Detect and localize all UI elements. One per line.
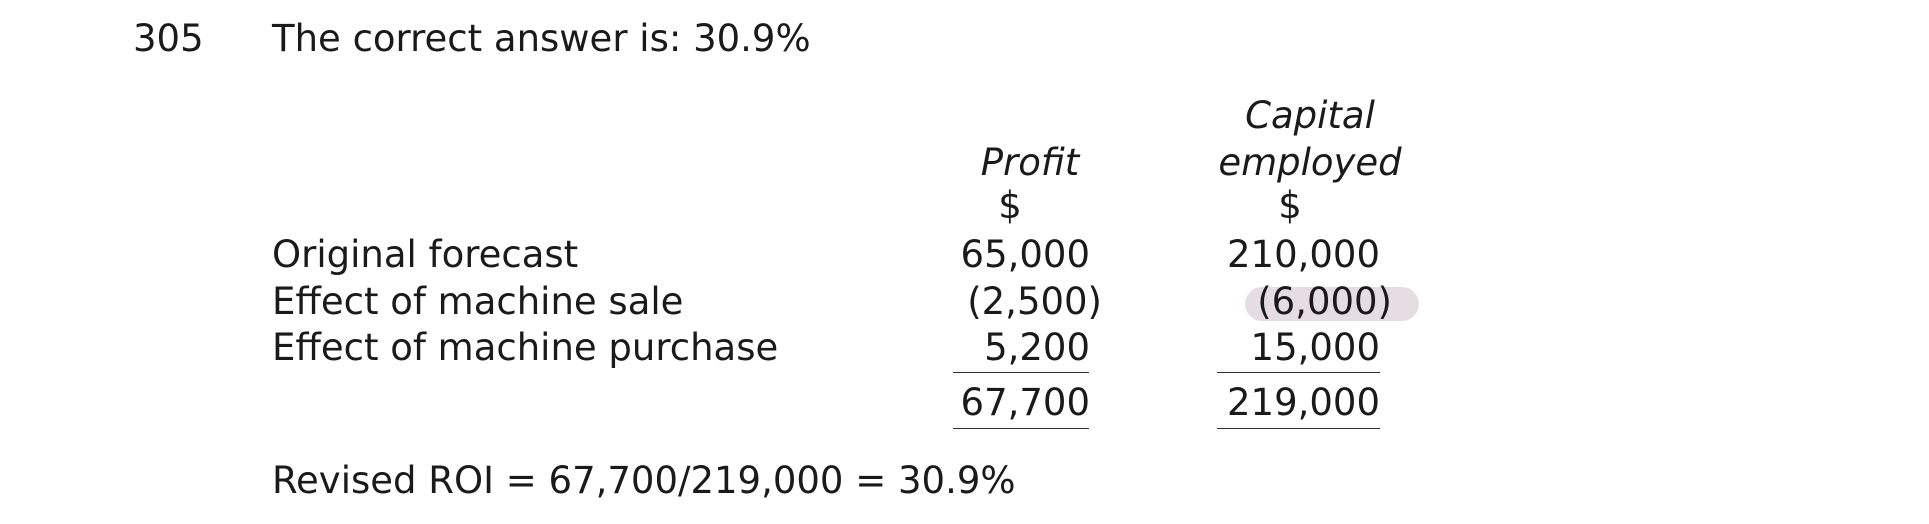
row-label-original-forecast: Original forecast	[272, 233, 579, 276]
total-capital: 219,000	[1226, 381, 1380, 424]
answer-statement: The correct answer is: 30.9%	[272, 17, 811, 60]
row-profit-machine-purchase: 5,200	[984, 326, 1090, 369]
row-profit-machine-sale: (2,500)	[967, 280, 1102, 323]
row-capital-machine-purchase: 15,000	[1250, 326, 1380, 369]
revised-roi-statement: Revised ROI = 67,700/219,000 = 30.9%	[272, 459, 1016, 502]
row-profit-original-forecast: 65,000	[960, 233, 1090, 276]
capital-header-line1: Capital	[1245, 94, 1375, 137]
profit-total-rule	[953, 428, 1089, 429]
capital-unit-label: $	[1278, 184, 1302, 227]
row-label-machine-purchase: Effect of machine purchase	[272, 326, 779, 369]
capital-total-rule	[1217, 428, 1380, 429]
question-number: 305	[133, 17, 204, 60]
profit-header-label: Profit	[980, 141, 1080, 184]
total-profit: 67,700	[960, 381, 1090, 424]
row-capital-original-forecast: 210,000	[1226, 233, 1380, 276]
capital-header-line2: employed	[1218, 141, 1402, 184]
row-capital-machine-sale: (6,000)	[1257, 280, 1392, 323]
profit-subtotal-rule	[953, 372, 1089, 373]
profit-unit-label: $	[998, 184, 1022, 227]
capital-subtotal-rule	[1217, 372, 1380, 373]
row-label-machine-sale: Effect of machine sale	[272, 280, 684, 323]
